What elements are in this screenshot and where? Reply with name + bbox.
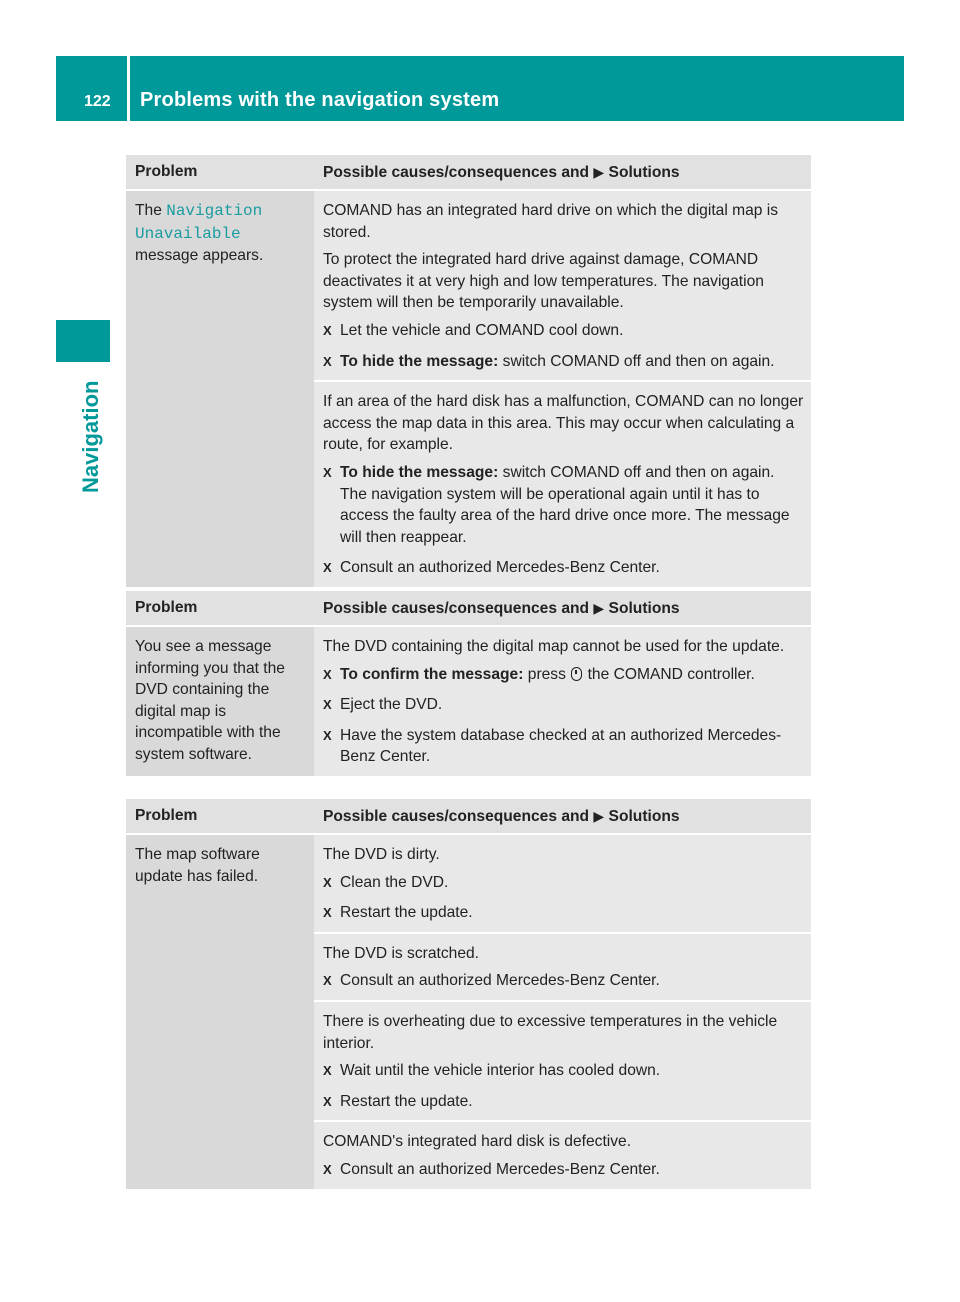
step-marker-icon: X [323,1093,332,1109]
section-tab-marker [56,320,110,362]
step-marker-icon: X [323,1063,332,1079]
solution-block: COMAND's integrated hard disk is defective. X Consult an authorized Mercedes-Benz Center. [314,1122,811,1188]
action-step: X Have the system database checked at an authorized Mercedes-Benz Center. [323,726,782,766]
solutions-cell [314,191,811,587]
step-marker-icon: X [323,905,332,921]
solution-block: The DVD is dirty. X Clean the DVD. X Restart the update. [314,835,811,934]
step-marker-icon: X [323,353,332,369]
step-marker-icon: X [323,560,332,576]
action-step: X Restart the update. [323,1091,805,1113]
action-step: X Eject the DVD. [323,694,805,716]
page-number: 122 [84,93,111,110]
step-marker-icon: X [323,464,332,480]
action-step: X Wait until the vehicle interior has cooled down. [323,1060,805,1082]
problem-table-2 [126,591,811,776]
problem-cell: You see a message informing you that the DVD containing the digital map is incompatible with the system software. [126,627,314,776]
problem-cell: The Navigation Unavailable message appears. [126,191,314,587]
problem-table-3 [126,799,811,1189]
action-step: X Consult an authorized Mercedes-Benz Center. [323,1159,805,1181]
solution-block: There is overheating due to excessive temperatures in the vehicle interior. X Wait until the vehicle interior has cooled down. X Restart the update. [314,1002,811,1122]
section-label: Navigation [78,380,103,493]
arrow-right-icon: ▶ [593,600,605,616]
problem-table-1 [126,155,811,587]
step-marker-icon: X [323,697,332,713]
page-title: Problems with the navigation system [140,89,500,111]
solutions-cell [314,627,811,776]
column-header-problem: Problem [126,591,314,627]
action-step: X Let the vehicle and COMAND cool down. [323,320,805,342]
action-step: X To confirm the message: press the COMAND controller. [323,664,805,686]
arrow-right-icon: ▶ [593,808,605,824]
problem-cell: The map software update has failed. [126,835,314,1189]
column-header-solutions: Possible causes/consequences and ▶ Solutions [314,155,811,191]
step-marker-icon: X [323,666,332,682]
solution-block: The DVD containing the digital map cannot be used for the update. X To confirm the message: press the COMAND controller. X Eject the DVD. X Have the system database checked at an authorized Mercedes-Benz Center. [314,627,811,776]
display-message: Navigation Unavailable [135,202,263,243]
solutions-cell [314,835,811,1189]
action-step: X Consult an authorized Mercedes-Benz Center. [323,970,805,992]
solution-block: The DVD is scratched. X Consult an authorized Mercedes-Benz Center. [314,934,811,1002]
action-step: X Consult an authorized Mercedes-Benz Center. [323,557,805,579]
column-header-problem: Problem [126,155,314,191]
action-step: X To hide the message: switch COMAND off and then on again. [323,351,805,373]
step-marker-icon: X [323,1161,332,1177]
header-divider [127,56,130,121]
step-marker-icon: X [323,973,332,989]
step-marker-icon: X [323,874,332,890]
action-step: X Clean the DVD. [323,872,805,894]
action-step: X Restart the update. [323,902,805,924]
column-header-solutions: Possible causes/consequences and ▶ Solutions [314,799,811,835]
arrow-right-icon: ▶ [593,164,605,180]
column-header-problem: Problem [126,799,314,835]
solution-block: If an area of the hard disk has a malfunction, COMAND can no longer access the map data in this area. This may occur when calculating a route, for example. X To hide the message: switch COMAND off and then on again. The navigation system will be operational again until it has to access the faulty area of the hard drive once more. The message will then reappear. X Consult an authorized Mercedes-Benz Center. [314,382,811,587]
page-header [56,56,904,121]
solution-block: COMAND has an integrated hard drive on which the digital map is stored. To protect the integrated hard drive against damage, COMAND deactivates it at very high and low temperatures. The navigation system will then be temporarily unavailable. X Let the vehicle and COMAND cool down. X To hide the message: switch COMAND off and then on again. [314,191,811,382]
comand-controller-press-icon [571,667,582,681]
column-header-solutions: Possible causes/consequences and ▶ Solutions [314,591,811,627]
step-marker-icon: X [323,322,332,338]
step-marker-icon: X [323,727,332,743]
action-step: X To hide the message: switch COMAND off and then on again. The navigation system will be operational again until it has to access the faulty area of the hard drive once more. The message will then reappear. [323,463,790,546]
